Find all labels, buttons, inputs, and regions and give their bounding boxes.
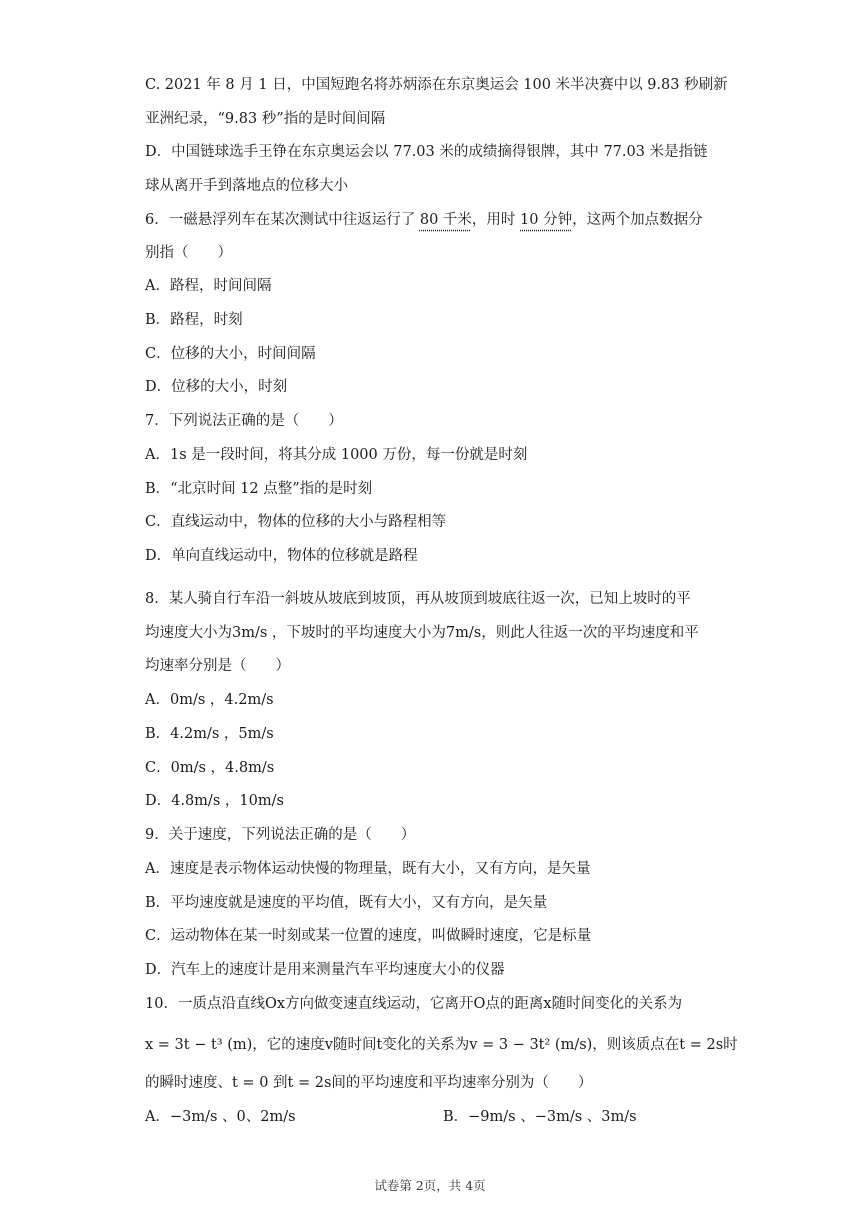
q6-option-a: A．路程，时间间隔	[145, 278, 272, 294]
question-8-stem-line1: 8．某人骑自行车沿一斜坡从坡底到坡顶，再从坡顶到坡底往返一次，已知上坡时的平	[145, 591, 691, 607]
page-footer: 试卷第 2页，共 4页	[374, 1178, 486, 1193]
q7-option-d: D．单向直线运动中，物体的位移就是路程	[145, 548, 418, 564]
q10-option-a: A．−3m/s 、0、2m/s	[145, 1109, 296, 1125]
q6-option-d: D．位移的大小，时刻	[145, 379, 288, 395]
q7-option-c: C．直线运动中，物体的位移的大小与路程相等	[145, 514, 447, 530]
q9-option-a: A．速度是表示物体运动快慢的物理量，既有大小，又有方向，是矢量	[145, 861, 591, 877]
q7-option-b: B．“北京时间 12 点整”指的是时刻	[145, 481, 373, 497]
question-8-stem-line2: 均速度大小为3m/s ，下坡时的平均速度大小为7m/s，则此人往返一次的平均速度和平	[145, 625, 699, 641]
q9-option-b: B．平均速度就是速度的平均值，既有大小，又有方向，是矢量	[145, 895, 548, 911]
question-10-stem-line1: 10．一质点沿直线Ox方向做变速直线运动，它离开O点的距离x随时间变化的关系为	[145, 996, 683, 1012]
q9-option-c: C．运动物体在某一时刻或某一位置的速度，叫做瞬时速度，它是标量	[145, 928, 592, 944]
question-9-stem: 9．关于速度，下列说法正确的是（ ）	[145, 827, 416, 843]
q8-option-a: A．0m/s ，4.2m/s	[145, 692, 274, 708]
q10-option-b: B．−9m/s 、−3m/s 、3m/s	[443, 1109, 637, 1125]
q6-option-c: C．位移的大小，时间间隔	[145, 346, 316, 362]
question-7-stem: 7．下列说法正确的是（ ）	[145, 413, 343, 429]
q6-stem-line2: 别指（ ）	[145, 245, 232, 261]
q7-option-a: A．1s 是一段时间，将其分成 1000 万份，每一份就是时刻	[145, 447, 528, 463]
q6-text-a: 6．一磁悬浮列车在某次测试中往返运行了	[145, 212, 420, 228]
question-10-stem-line3: 的瞬时速度、t = 0 到t = 2s间的平均速度和平均速率分别为（ ）	[145, 1075, 593, 1091]
q8-option-c: C．0m/s ，4.8m/s	[145, 760, 275, 776]
question-6-stem	[145, 210, 703, 230]
q5-option-c-line1: C. 2021 年 8 月 1 日，中国短跑名将苏炳添在东京奥运会 100 米半决赛中以 9.83 秒刷新	[145, 77, 728, 93]
q6-dotted-distance: 80 千米	[419, 212, 472, 228]
q9-option-d: D．汽车上的速度计是用来测量汽车平均速度大小的仪器	[145, 962, 505, 978]
question-10-stem-line2: x = 3t − t³ (m)，它的速度v随时间t变化的关系为v = 3 − 3t² (m/s)，则该质点在t = 2s时	[145, 1037, 738, 1053]
q8-option-d: D．4.8m/s ，10m/s	[145, 793, 284, 809]
q6-dotted-time: 10 分钟	[520, 212, 573, 228]
question-8-stem-line3: 均速率分别是（ ）	[145, 658, 290, 674]
q8-option-b: B．4.2m/s ，5m/s	[145, 726, 274, 742]
q5-option-c-line2: 亚洲纪录，“9.83 秒”指的是时间间隔	[145, 111, 386, 127]
q6-option-b: B．路程，时刻	[145, 312, 243, 328]
q5-option-d-line1: D．中国链球选手王铮在东京奥运会以 77.03 米的成绩摘得银牌，其中 77.03 米是指链	[145, 144, 708, 160]
q6-text-c: ，用时	[471, 212, 521, 228]
q6-text-e: ，这两个加点数据分	[572, 212, 703, 228]
q5-option-d-line2: 球从离开手到落地点的位移大小	[145, 178, 348, 194]
